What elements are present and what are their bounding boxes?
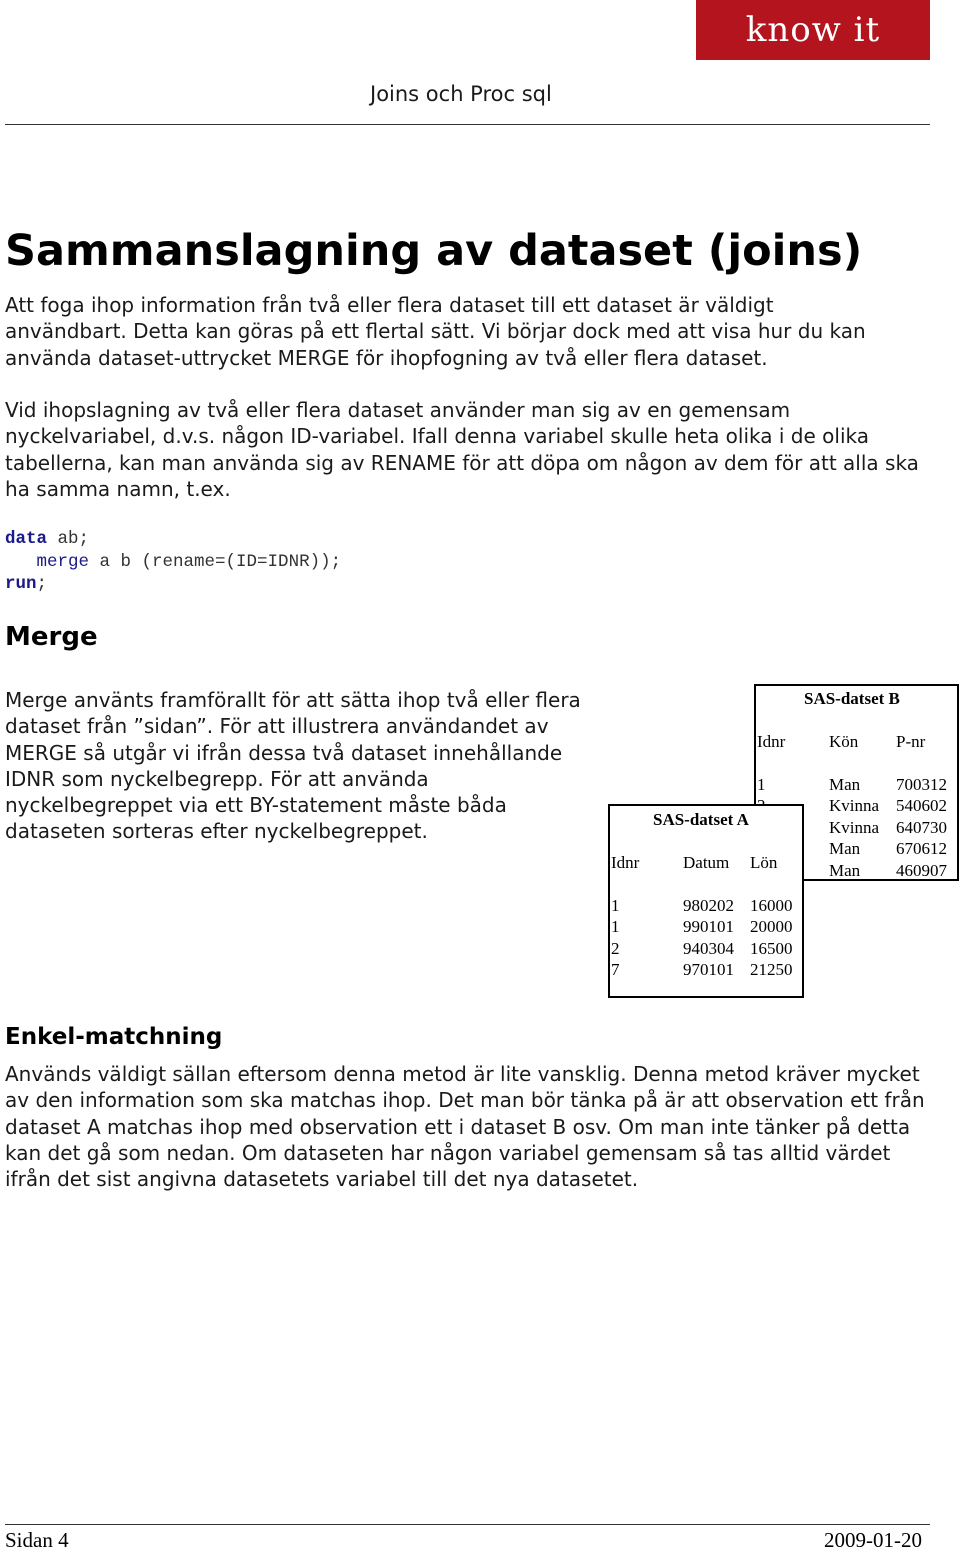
code-line1-rest: ab;: [47, 529, 90, 549]
dataset-b-header-idnr: Idnr: [757, 732, 786, 751]
dataset-b-header-pnr: P-nr: [896, 732, 926, 751]
dataset-a-cell: 16500: [750, 939, 793, 958]
rename-paragraph: Vid ihopslagning av två eller flera dataset använder man sig av en gemensam nyckelvariabel, d.v.s. någon ID-variabel. Ifall denna variabel skulle heta olika i de olika tabellerna, kan man använda sig av RENAME för att döpa om någon av dem för att alla ska ha samma namn, t.ex.: [5, 398, 919, 501]
footer-date: 2009-01-20: [824, 1528, 922, 1552]
dataset-a-cell: 1: [611, 917, 620, 936]
dataset-b-cell: 670612: [896, 839, 947, 858]
dataset-b-cell: Kvinna: [829, 796, 880, 815]
footer-divider: [5, 1524, 930, 1525]
dataset-a-cell: 21250: [750, 960, 793, 979]
header-divider: [5, 124, 930, 125]
code-indent: [5, 552, 37, 572]
dataset-b-cell: Kvinna: [829, 818, 880, 837]
know-it-logo: know it: [696, 0, 930, 60]
code-sample: [5, 528, 341, 596]
dataset-b-cell: 700312: [896, 775, 947, 794]
merge-paragraph: Merge använts framförallt för att sätta ihop två eller flera dataset från ”sidan”. För att illustrera användandet av MERGE så utgår vi ifrån dessa två dataset innehållande IDNR som nyckelbegrepp. För att använda nyckelbegreppet via ett BY-statement måste båda dataseten sorteras efter nyckelbegreppet.: [5, 688, 581, 844]
dataset-b-cell: 1: [757, 775, 766, 794]
dataset-a-cell: 940304: [683, 939, 734, 958]
merge-heading: Merge: [5, 622, 98, 652]
dataset-a-cell: 2: [611, 939, 620, 958]
dataset-b-cell: 640730: [896, 818, 947, 837]
dataset-a-cell: 16000: [750, 896, 793, 915]
enkel-matchning-paragraph: Används väldigt sällan eftersom denna metod är lite vansklig. Denna metod kräver mycket av den information som ska matchas ihop. Det man bör tänka på är att observation ett från dataset A matchas ihop med observation ett i dataset B osv. Om man inte tänker på detta kan det gå som nedan. Om dataseten har någon variabel gemensam så tas alltid värdet ifrån det sist angivna datasetets variabel till det nya datasetet.: [5, 1062, 925, 1192]
header-title: Joins och Proc sql: [370, 82, 552, 106]
dataset-b-cell: Man: [829, 839, 861, 858]
dataset-a-header-idnr: Idnr: [611, 853, 640, 872]
dataset-a-cell: 990101: [683, 917, 734, 936]
intro-paragraph: Att foga ihop information från två eller flera dataset till ett dataset är väldigt användbart. Detta kan göras på ett flertal sätt. Vi börjar dock med att visa hur du kan använda dataset-uttrycket MERGE för ihopfogning av två eller flera dataset.: [5, 293, 866, 370]
code-keyword-run: run: [5, 574, 37, 594]
dataset-a-header-lon: Lön: [750, 853, 778, 872]
dataset-b-header-kon: Kön: [829, 732, 859, 751]
dataset-a-box: [608, 804, 804, 998]
dataset-b-cell: Man: [829, 775, 861, 794]
page-title: Sammanslagning av dataset (joins): [5, 226, 863, 276]
page-number: Sidan 4: [5, 1528, 69, 1552]
dataset-b-cell: 540602: [896, 796, 947, 815]
enkel-matchning-heading: Enkel-matchning: [5, 1024, 223, 1050]
code-keyword-data: data: [5, 529, 48, 549]
dataset-a-cell: 20000: [750, 917, 793, 936]
dataset-a-title: SAS-datset A: [653, 810, 749, 829]
code-keyword-merge: merge: [36, 551, 90, 572]
dataset-a-cell: 970101: [683, 960, 734, 979]
dataset-a-cell: 980202: [683, 896, 734, 915]
code-line2-rest: a b (rename=(ID=IDNR));: [89, 551, 342, 572]
dataset-b-cell: Man: [829, 861, 861, 880]
dataset-a-cell: 1: [611, 896, 620, 915]
dataset-a-cell: 7: [611, 960, 620, 979]
dataset-b-title: SAS-datset B: [804, 689, 900, 708]
code-line3-rest: ;: [36, 574, 48, 594]
dataset-a-header-datum: Datum: [683, 853, 730, 872]
dataset-b-cell: 460907: [896, 861, 947, 880]
